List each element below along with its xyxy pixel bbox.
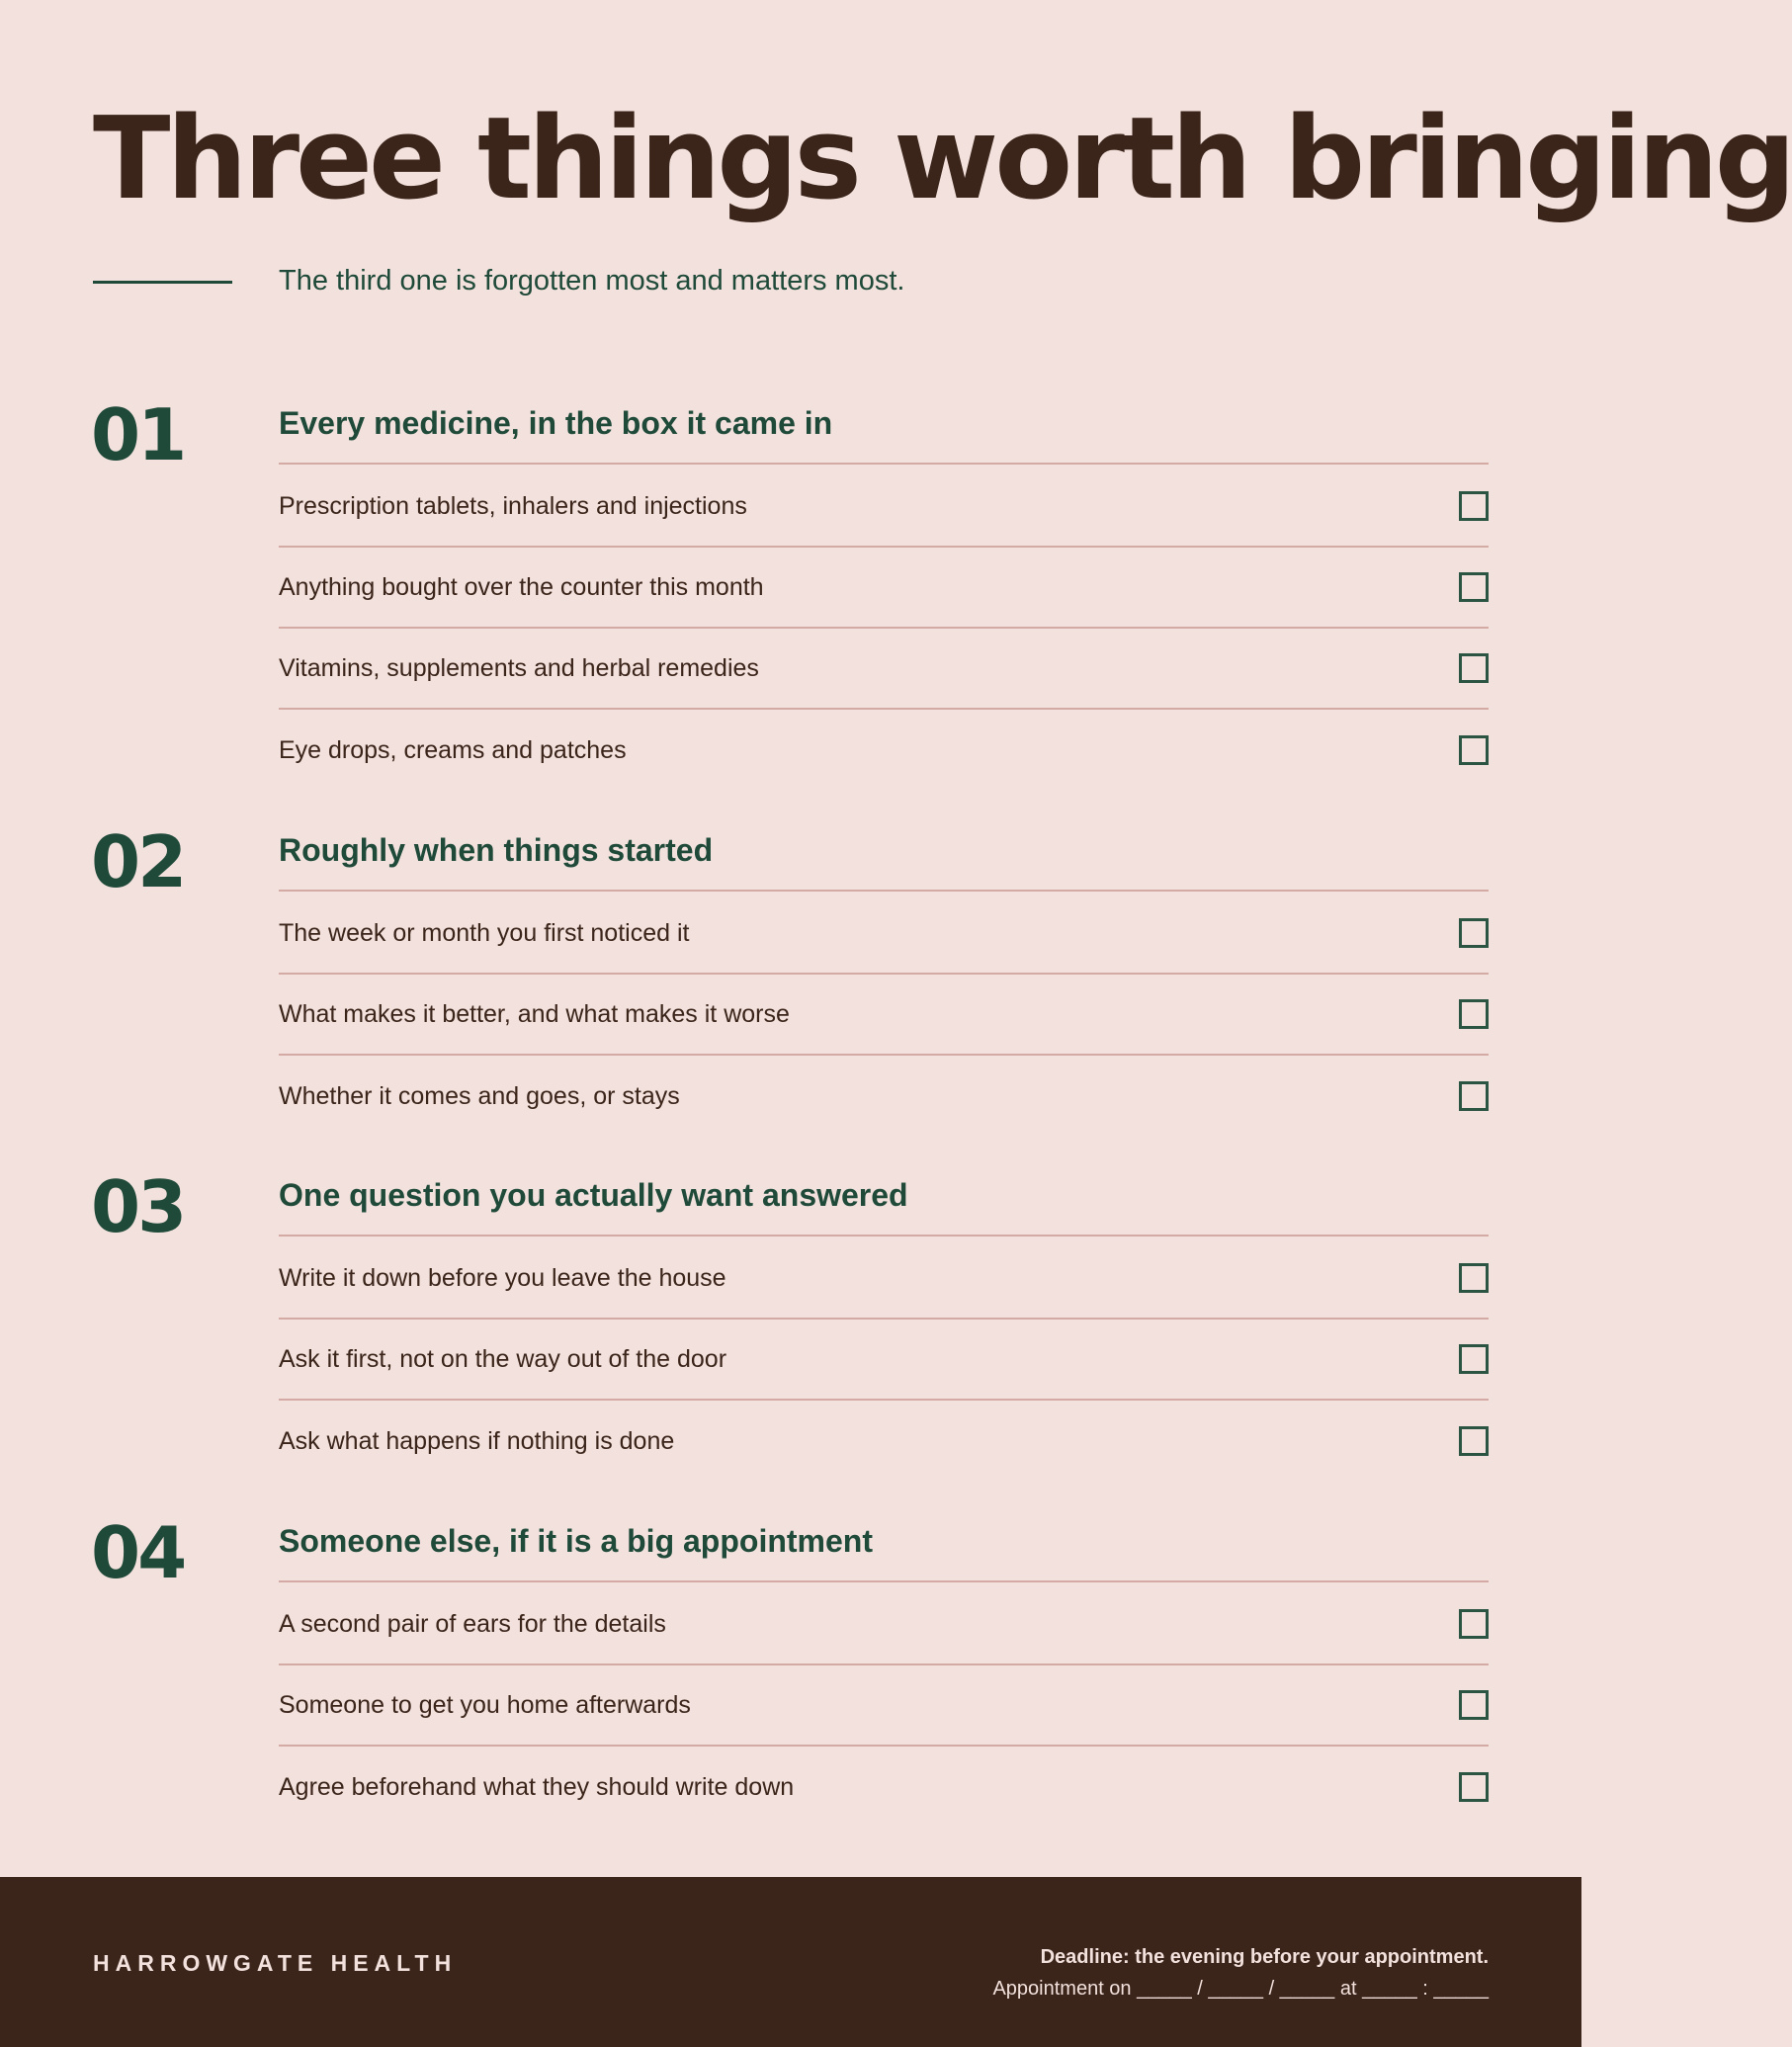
checklist-item-label: Agree beforehand what they should write down [279, 1772, 795, 1801]
checklist-item[interactable] [279, 710, 1489, 791]
checklist-item[interactable] [279, 894, 1489, 975]
checkbox[interactable] [1459, 918, 1489, 948]
checkbox[interactable] [1459, 1263, 1489, 1293]
checklist-item[interactable] [279, 467, 1489, 548]
checklist [279, 894, 1489, 1137]
checkbox[interactable] [1459, 653, 1489, 683]
checklist-item-label: Vitamins, supplements and herbal remedies [279, 653, 759, 682]
page-subtitle: The third one is forgotten most and matters most. [279, 265, 905, 297]
section-heading: One question you actually want answered [279, 1177, 1489, 1237]
checklist-item-label: What makes it better, and what makes it worse [279, 999, 790, 1028]
deadline-note: Deadline: the evening before your appointment. [1040, 1946, 1489, 1968]
checkbox[interactable] [1459, 735, 1489, 765]
checklist-item-label: Whether it comes and goes, or stays [279, 1081, 680, 1110]
checkbox[interactable] [1459, 1690, 1489, 1720]
checkbox[interactable] [1459, 1772, 1489, 1802]
appointment-line: Appointment on _____ / _____ / _____ at _____ : _____ [992, 1978, 1489, 2000]
checklist-item-label: Write it down before you leave the house [279, 1263, 726, 1292]
checklist-item-label: The week or month you first noticed it [279, 918, 690, 947]
checklist-item[interactable] [279, 1238, 1489, 1320]
checklist-item-label: Eye drops, creams and patches [279, 735, 627, 764]
checkbox[interactable] [1459, 1426, 1489, 1456]
section-number: 01 [91, 393, 185, 476]
checkbox[interactable] [1459, 572, 1489, 602]
checklist-item-label: Ask what happens if nothing is done [279, 1426, 675, 1455]
checklist-item[interactable] [279, 975, 1489, 1056]
section-heading: Every medicine, in the box it came in [279, 405, 1489, 465]
footer [0, 1877, 1581, 2047]
checklist-item-label: Someone to get you home afterwards [279, 1690, 691, 1719]
checklist [279, 1584, 1489, 1828]
checklist-item[interactable] [279, 1584, 1489, 1665]
section-heading: Someone else, if it is a big appointment [279, 1523, 1489, 1582]
checklist-item[interactable] [279, 1401, 1489, 1482]
checkbox[interactable] [1459, 1344, 1489, 1374]
section-heading: Roughly when things started [279, 832, 1489, 892]
checklist-item[interactable] [279, 1747, 1489, 1828]
checkbox[interactable] [1459, 1081, 1489, 1111]
checklist-item[interactable] [279, 548, 1489, 629]
checkbox[interactable] [1459, 491, 1489, 521]
checklist [279, 1238, 1489, 1482]
checklist-item[interactable] [279, 629, 1489, 710]
checklist-item-label: A second pair of ears for the details [279, 1609, 666, 1638]
checklist-item-label: Anything bought over the counter this month [279, 572, 764, 601]
section-number: 03 [91, 1165, 185, 1248]
checklist-item-label: Ask it first, not on the way out of the door [279, 1344, 727, 1373]
subtitle-rule [93, 281, 232, 284]
brand-name: HARROWGATE HEALTH [93, 1950, 458, 1976]
checklist-item[interactable] [279, 1056, 1489, 1137]
checklist [279, 467, 1489, 791]
checklist-item[interactable] [279, 1320, 1489, 1401]
page-title: Three things worth bringing [93, 93, 1792, 225]
checkbox[interactable] [1459, 999, 1489, 1029]
checklist-item[interactable] [279, 1665, 1489, 1747]
checkbox[interactable] [1459, 1609, 1489, 1639]
checklist-item-label: Prescription tablets, inhalers and injections [279, 491, 747, 520]
section-number: 04 [91, 1511, 185, 1594]
section-number: 02 [91, 820, 185, 903]
